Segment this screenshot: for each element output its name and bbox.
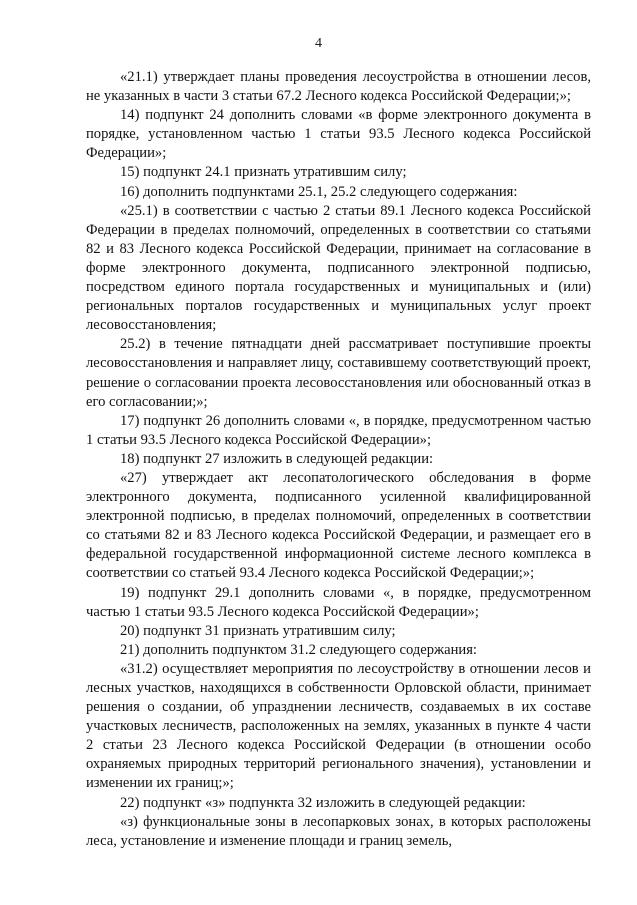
paragraph: 25.2) в течение пятнадцати дней рассматривает поступившие проекты лесовосстановления и направляет лицу, составившему соответствующий проект, решение о согласовании проекта лесовосстановления или обоснованный отказ в его согласовании;»; <box>86 336 591 410</box>
paragraph: «27) утверждает акт лесопатологического обследования в форме электронного документа, подписанного усиленной квалифицированной электронной подписью, в пределах полномочий, определенных в соответствии со статьями 82 и 83 Лесного кодекса Российской Федерации, и размещает его в федеральной государственной информационной системе лесного комплекса в соответствии со статьей 93.4 Лесного кодекса Российской Федерации;»; <box>86 469 591 582</box>
paragraph: «25.1) в соответствии с частью 2 статьи 89.1 Лесного кодекса Российской Федерации в пределах полномочий, определенных в соответствии со статьями 82 и 83 Лесного кодекса Российской Федерации, принимает на согласование в форме электронного документа, подписанного электронной подписью, посредством единого портала государственных и муниципальных и (или) региональных порталов государственных и муниципальных услуг проект лесовосстановления; <box>86 202 591 334</box>
paragraph: 21) дополнить подпунктом 31.2 следующего содержания: <box>120 641 477 658</box>
document-body <box>86 68 591 851</box>
page-number: 4 <box>315 36 322 51</box>
paragraph: 19) подпункт 29.1 дополнить словами «, в порядке, предусмотренном частью 1 статьи 93.5 Лесного кодекса Российской Федерации»; <box>86 584 591 620</box>
paragraph: 15) подпункт 24.1 признать утратившим силу; <box>120 164 407 181</box>
paragraph: «21.1) утверждает планы проведения лесоустройства в отношении лесов, не указанных в части 3 статьи 67.2 Лесного кодекса Российской Федерации;»; <box>86 69 591 105</box>
paragraph: 14) подпункт 24 дополнить словами «в форме электронного документа в порядке, установленном частью 1 статьи 93.5 Лесного кодекса Российской Федерации»; <box>86 107 591 162</box>
paragraph: «31.2) осуществляет мероприятия по лесоустройству в отношении лесов и лесных участков, находящихся в собственности Орловской области, принимает решения о создании, об упразднении лесничеств, создаваемых в их составе участковых лесничеств, расположенных на землях, указанных в пункте 4 части 2 статьи 23 Лесного кодекса Российской Федерации (в отношении особо охраняемых природных территорий регионального значения), установлении и изменении их границ;»; <box>86 660 591 792</box>
paragraph: 22) подпункт «з» подпункта 32 изложить в следующей редакции: <box>120 794 526 811</box>
paragraph: «з) функциональные зоны в лесопарковых зонах, в которых расположены леса, установление и изменение площади и границ земель, <box>86 813 591 849</box>
paragraph: 18) подпункт 27 изложить в следующей редакции: <box>120 450 434 467</box>
paragraph: 20) подпункт 31 признать утратившим силу; <box>120 622 396 639</box>
paragraph: 17) подпункт 26 дополнить словами «, в порядке, предусмотренном частью 1 статьи 93.5 Лесного кодекса Российской Федерации»; <box>86 412 591 448</box>
paragraph: 16) дополнить подпунктами 25.1, 25.2 следующего содержания: <box>120 183 518 200</box>
